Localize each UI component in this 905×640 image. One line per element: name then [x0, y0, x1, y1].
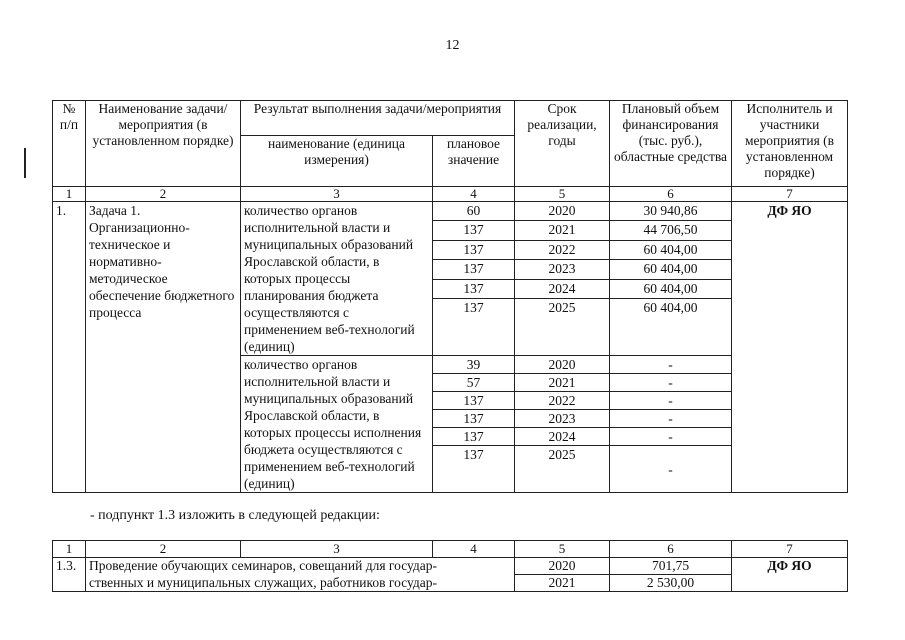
col-number: 7 [732, 541, 848, 558]
page-number: 12 [445, 38, 460, 53]
funding: - [610, 428, 732, 446]
year: 2020 [515, 202, 610, 221]
header-result-name: наименование (единица измерения) [241, 136, 433, 187]
funding: 60 404,00 [610, 240, 732, 259]
margin-mark [24, 148, 26, 178]
year: 2025 [515, 446, 610, 493]
col-number: 1 [53, 541, 86, 558]
row-number: 1.3. [53, 558, 86, 592]
col-number: 4 [433, 541, 515, 558]
funding: - [610, 446, 732, 493]
executor: ДФ ЯО [732, 202, 848, 493]
year: 2021 [515, 374, 610, 392]
col-number: 7 [732, 187, 848, 202]
indicator-planning: количество органов исполнительной власти и муниципальных образований Ярославской области, в которых процессы планирования бюджета осуществляются с применением веб-технологий (единиц) [241, 202, 433, 356]
year: 2020 [515, 356, 610, 374]
subitem-table [52, 540, 848, 592]
plan-value: 137 [433, 298, 515, 355]
year: 2025 [515, 298, 610, 355]
row-number: 1. [53, 202, 86, 493]
indicator-execution: количество органов исполнительной власти и муниципальных образований Ярославской области, в которых процессы исполнения бюджета осуществляются с применением веб-технологий (единиц) [241, 356, 433, 493]
plan-value: 137 [433, 428, 515, 446]
col-number: 3 [241, 187, 433, 202]
funding: - [610, 410, 732, 428]
header-executor: Исполнитель и участники мероприятия (в установленном порядке) [732, 101, 848, 187]
col-number: 4 [433, 187, 515, 202]
funding: 30 940,86 [610, 202, 732, 221]
col-number: 6 [610, 541, 732, 558]
funding: 60 404,00 [610, 279, 732, 298]
plan-value: 137 [433, 221, 515, 240]
funding: 60 404,00 [610, 298, 732, 355]
col-number: 1 [53, 187, 86, 202]
year: 2020 [515, 558, 610, 575]
plan-value: 39 [433, 356, 515, 374]
year: 2021 [515, 575, 610, 592]
year: 2024 [515, 428, 610, 446]
executor: ДФ ЯО [732, 558, 848, 592]
plan-value: 57 [433, 374, 515, 392]
activity-text-line2: ственных и муниципальных служащих, работников государ- [86, 575, 515, 592]
funding: 2 530,00 [610, 575, 732, 592]
header-result-plan: плановое значение [433, 136, 515, 187]
col-number: 2 [86, 541, 241, 558]
plan-value: 60 [433, 202, 515, 221]
col-number: 3 [241, 541, 433, 558]
year: 2022 [515, 240, 610, 259]
header-num: № п/п [53, 101, 86, 187]
year: 2024 [515, 279, 610, 298]
year: 2023 [515, 260, 610, 279]
plan-value: 137 [433, 410, 515, 428]
plan-value: 137 [433, 392, 515, 410]
header-term: Срок реализации, годы [515, 101, 610, 187]
funding: - [610, 392, 732, 410]
amendment-note: - подпункт 1.3 изложить в следующей редакции: [90, 508, 380, 523]
header-result: Результат выполнения задачи/мероприятия [241, 101, 515, 136]
funding: 60 404,00 [610, 260, 732, 279]
plan-value: 137 [433, 446, 515, 493]
col-number: 6 [610, 187, 732, 202]
year: 2023 [515, 410, 610, 428]
main-table [52, 100, 848, 493]
col-number: 5 [515, 187, 610, 202]
activity-text-line1: Проведение обучающих семинаров, совещаний для государ- [86, 558, 515, 575]
funding: - [610, 356, 732, 374]
col-number: 2 [86, 187, 241, 202]
plan-value: 137 [433, 260, 515, 279]
col-number: 5 [515, 541, 610, 558]
header-funding: Плановый объем финансирования (тыс. руб.), областные средства [610, 101, 732, 187]
year: 2022 [515, 392, 610, 410]
header-task: Наименование задачи/ мероприятия (в установленном порядке) [86, 101, 241, 187]
year: 2021 [515, 221, 610, 240]
funding: 44 706,50 [610, 221, 732, 240]
plan-value: 137 [433, 240, 515, 259]
funding: 701,75 [610, 558, 732, 575]
funding: - [610, 374, 732, 392]
plan-value: 137 [433, 279, 515, 298]
task-name: Задача 1. Организационно-техническое и нормативно-методическое обеспечение бюджетного процесса [86, 202, 241, 493]
